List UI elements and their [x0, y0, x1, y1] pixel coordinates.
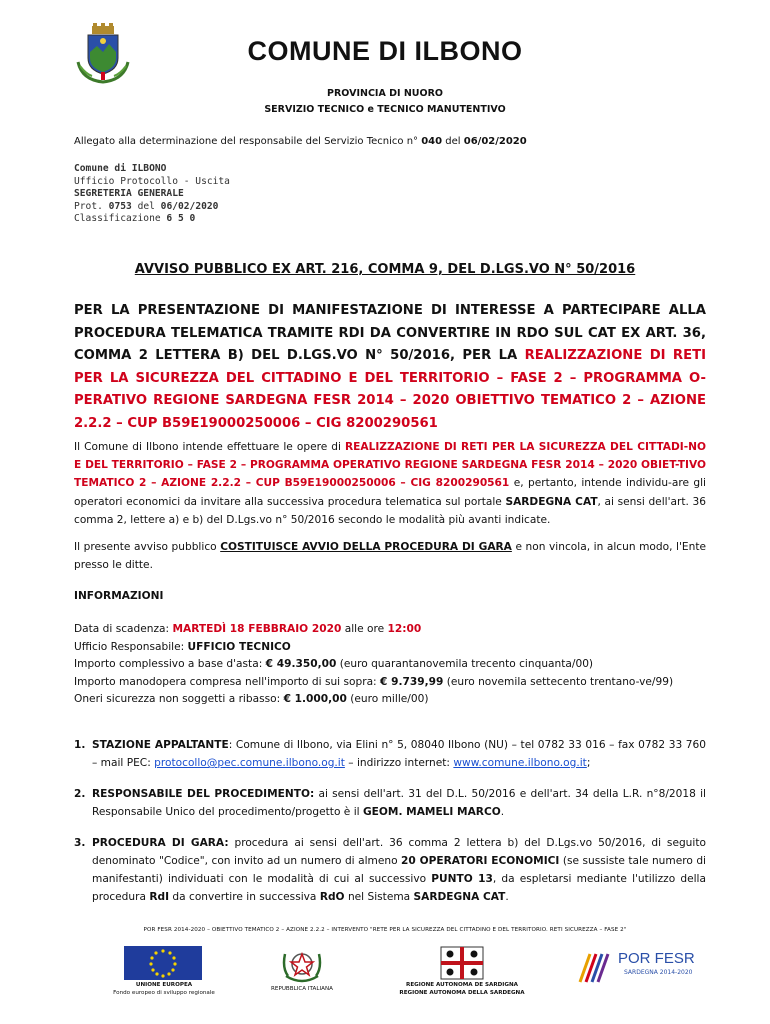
sardinia-label-2: REGIONE AUTONOMA DELLA SARDEGNA [399, 990, 525, 996]
sardinia-label-1: REGIONE AUTONOMA DE SARDIGNA [406, 982, 518, 988]
labor-line: Importo manodopera compresa nell'importo di sui sopra: € 9.739,99 (euro novemila settecento trentano-ve/99) [74, 675, 674, 688]
attachment-line: Allegato alla determinazione del responsabile del Servizio Tecnico n° 040 del 06/02/2020 [74, 136, 527, 147]
footer-program-line: POR FESR 2014-2020 – OBIETTIVO TEMATICO 2 – AZIONE 2.2.2 – INTERVENTO "RETE PER LA SICUREZZA DEL CITTADINO E DEL TERRITORIO. RETI SICUREZZA – FASE 2" [143, 927, 627, 933]
list-item-stazione: 1. STAZIONE APPALTANTE: Comune di Ilbono, via Elini n° 5, 08040 Ilbono (NU) – tel 0782 33 016 – fax 0782 33 760 – mail PEC: protocollo@pec.comune.ilbono.og.it – indirizzo internet: www.comune.ilbono.og.it; [74, 739, 706, 769]
intro-paragraph-1: Il Comune di Ilbono intende effettuare le opere di REALIZZAZIONE DI RETI PER LA SICUREZZA DEL CITTADI-NO E DEL TERRITORIO – FASE 2 – PROGRAMMA OPERATIVO REGIONE SARDEGNA FESR 2014 – 2020 OBIET-TIVO TEMATICO 2 – AZIONE 2.2.2 – CUP B59E19000250006 – CIG 8200290561 e, pertanto, intende individu-are gli operatori economici da invitare alla successiva procedura telematica sul portale SARDEGNA CAT, ai sensi dell'art. 36 comma 2, lettere a) e b) del D.Lgs.vo n° 50/2016 secondo le modalità più avanti indicate. [74, 441, 706, 526]
notice-title: AVVISO PUBBLICO EX ART. 216, COMMA 9, DEL D.LGS.VO N° 50/2016 [134, 262, 636, 277]
province-label: PROVINCIA DI NUORO [327, 88, 443, 99]
sardinia-four-moors-icon [440, 946, 484, 980]
website-link[interactable]: www.comune.ilbono.og.it [453, 757, 587, 769]
list-item-procedura: 3. PROCEDURA DI GARA: procedura ai sensi dell'art. 36 comma 2 lettera b) del D.Lgs.vo 50/2016, di seguito denominato "Codice", con invito ad un numero di almeno 20 OPERATORI ECONOMICI (se sussiste tale numero di manifestanti) individuati con le modalità di cui al successivo PUNTO 13, da espletarsi mediante l'utilizzo della procedura RdI da convertire in successiva RdO nel Sistema SARDEGNA CAT. [74, 837, 706, 903]
notice-heading: PER LA PRESENTAZIONE DI MANIFESTAZIONE DI INTERESSE A PARTECIPARE ALLA PROCEDURA TELEMATICA TRAMITE RDI DA CONVERTIRE IN RDO SUL CAT EX ART. 36, COMMA 2 LETTERA B) DEL D.LGS.VO N° 50/2016, PER LA REALIZZAZIONE DI RETI PER LA SICUREZZA DEL CITTADINO E DEL TERRITORIO – FASE 2 – PROGRAMMA O-PERATIVO REGIONE SARDEGNA FESR 2014 – 2020 OBIETTIVO TEMATICO 2 – AZIONE 2.2.2 – CUP B59E19000250006 – CIG 8200290561 [74, 303, 706, 431]
informazioni-block [74, 621, 706, 709]
amount-line: Importo complessivo a base d'asta: € 49.350,00 (euro quarantanovemila trecento cinquanta/00) [74, 658, 594, 670]
informazioni-heading: INFORMAZIONI [74, 590, 164, 602]
por-fesr-logo-icon [576, 946, 616, 986]
intro-paragraph-2: Il presente avviso pubblico COSTITUISCE AVVIO DELLA PROCEDURA DI GARA e non vincola, in alcun modo, l'Ente presso le ditte. [74, 541, 706, 572]
eu-label: UNIONE EUROPEA [135, 982, 193, 988]
service-label: SERVIZIO TECNICO e TECNICO MANUTENTIVO [264, 104, 506, 115]
pec-email-link[interactable]: protocollo@pec.comune.ilbono.og.it [154, 757, 345, 769]
por-fesr-sub-label: SARDEGNA 2014-2020 [624, 969, 693, 976]
italian-republic-emblem-icon [282, 946, 322, 984]
municipality-title: COMUNE DI ILBONO [247, 36, 523, 66]
eu-sub-label: Fondo europeo di sviluppo regionale [113, 990, 215, 996]
eu-flag-icon [124, 946, 202, 980]
italy-label: REPUBBLICA ITALIANA [271, 986, 333, 992]
protocol-stamp: Comune di ILBONO Ufficio Protocollo - Uscita SEGRETERIA GENERALE Prot. 0753 del 06/02/2020 Classificazione 6 5 0 [74, 163, 230, 225]
por-fesr-label: POR FESR [618, 950, 695, 967]
safety-line: Oneri sicurezza non soggetti a ribasso: € 1.000,00 (euro mille/00) [74, 693, 429, 705]
deadline-line: Data di scadenza: MARTEDÌ 18 FEBBRAIO 2020 alle ore 12:00 [74, 623, 422, 635]
office-line: Ufficio Responsabile: UFFICIO TECNICO [74, 640, 291, 653]
list-item-responsabile: 2. RESPONSABILE DEL PROCEDIMENTO: ai sensi dell'art. 31 del D.L. 50/2016 e dell'art. 34 della L.R. n°8/2018 il Responsabile Unico del procedimento/progetto è il GEOM. MAMELI MARCO. [74, 788, 706, 818]
